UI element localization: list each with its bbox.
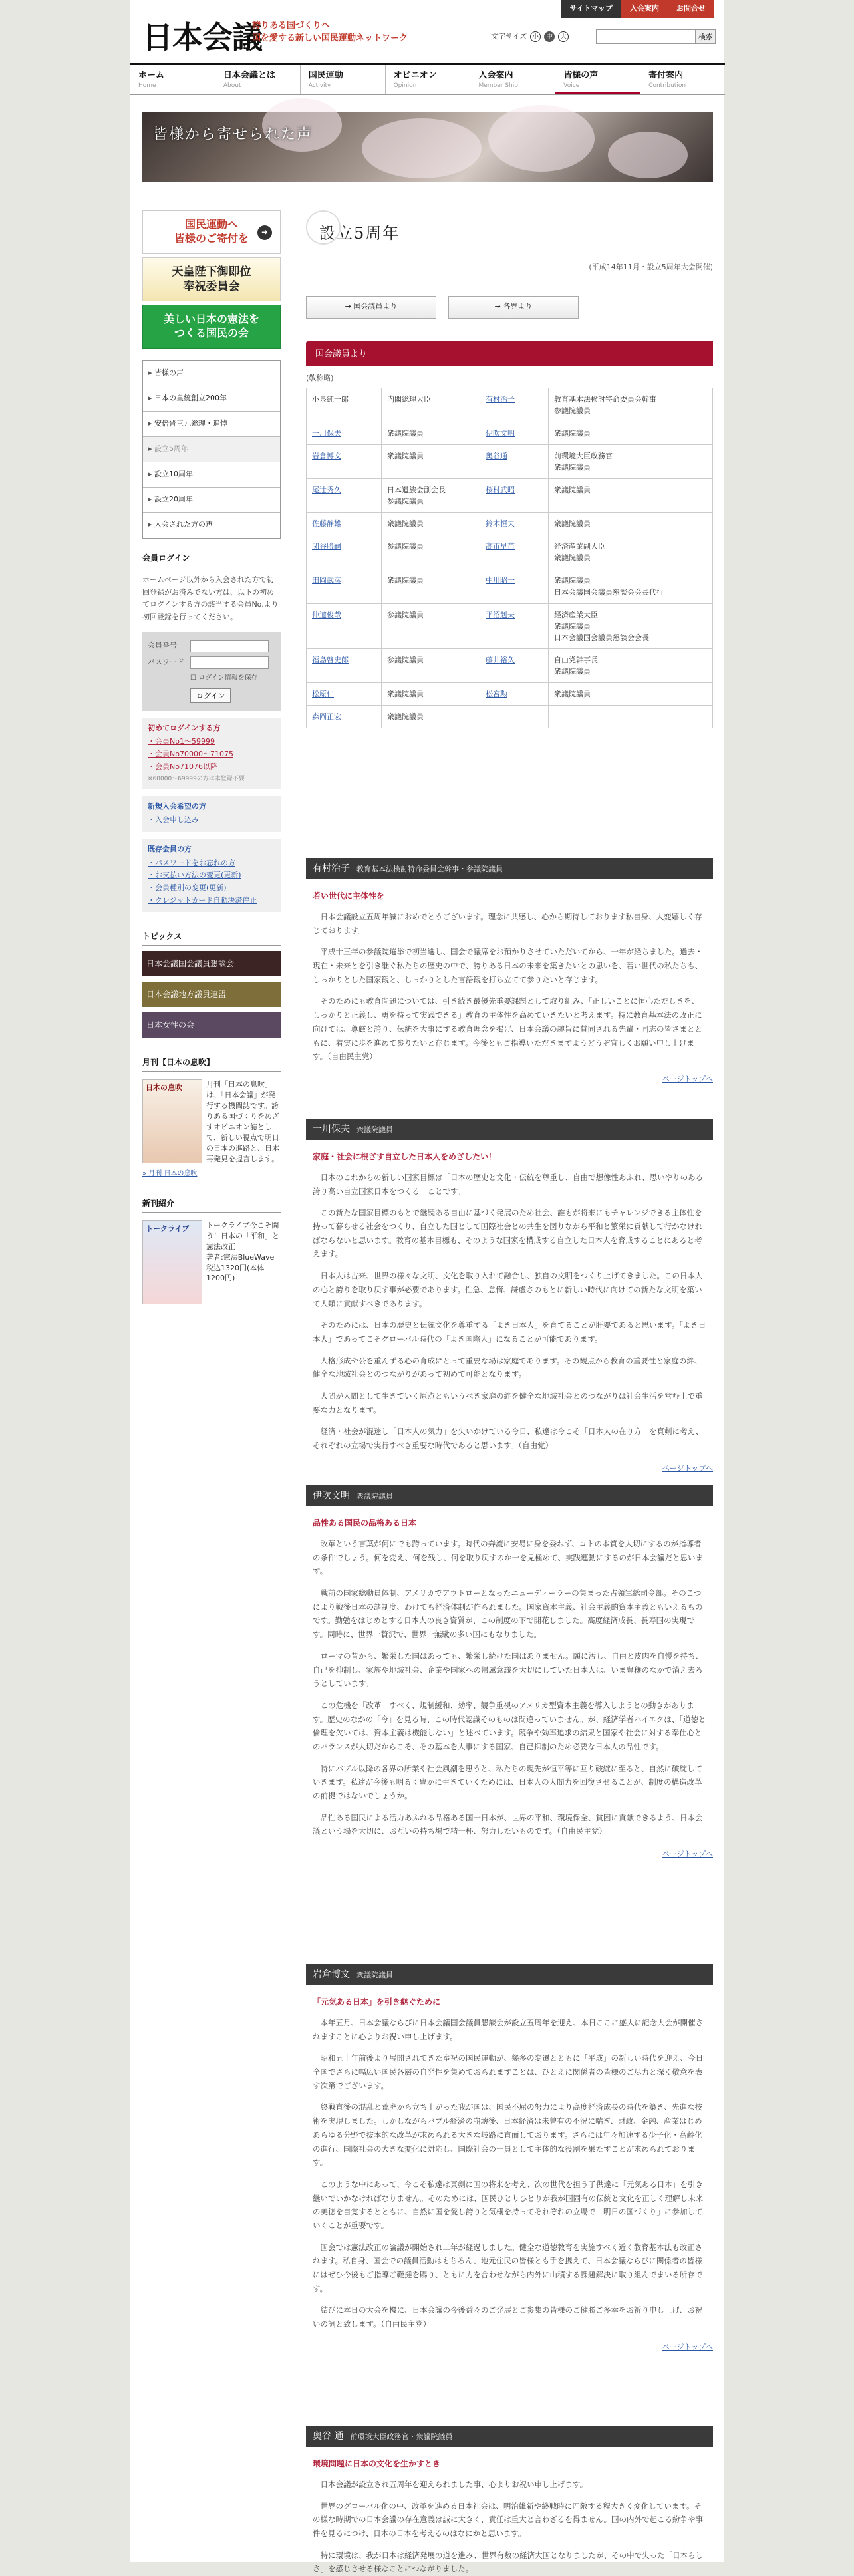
magazine-cover-title: 日本の息吹 bbox=[146, 1083, 182, 1093]
enthronement-banner[interactable] bbox=[142, 257, 281, 301]
member-position: 衆議院議員 bbox=[387, 519, 424, 529]
member-row bbox=[307, 603, 713, 648]
member-row bbox=[307, 682, 713, 705]
topic-banner[interactable]: 日本会議国会議員懇談会 bbox=[142, 951, 281, 976]
speaker-name: 有村治子 bbox=[313, 863, 350, 874]
book-description: トークライブ今こそ問う！日本の「平和」と憲法改正 著者:憲法BlueWave 税込1320円(本体1200円) bbox=[206, 1220, 279, 1283]
back-to-top-link[interactable]: ページトップへ bbox=[662, 1850, 713, 1859]
sidenav-item[interactable]: ▸ 日本の皇統創立200年 bbox=[143, 386, 280, 412]
blossom-shape bbox=[488, 105, 595, 172]
first-login-box bbox=[142, 718, 281, 789]
blossom-shape bbox=[362, 118, 482, 178]
member-position: 教育基本法検討特命委員会幹事 参議院議員 bbox=[554, 395, 656, 416]
member-name-link[interactable]: 森岡正宏 bbox=[312, 712, 341, 721]
anchor-various-fields-button[interactable]: → 各界より bbox=[448, 296, 579, 319]
sidebar bbox=[142, 210, 281, 1304]
topic-banner[interactable]: 日本会議地方議員連盟 bbox=[142, 982, 281, 1007]
speech-section bbox=[306, 1485, 713, 1860]
page-title: 設立5周年 bbox=[319, 224, 400, 243]
book-cover-title: トークライブ bbox=[146, 1224, 190, 1233]
member-position: 衆議院議員 日本会議国会議員懇談会会長代行 bbox=[554, 576, 664, 597]
join-application-link[interactable]: ・入会申し込み bbox=[148, 815, 199, 825]
member-name-link[interactable]: 佐藤静雄 bbox=[312, 519, 341, 529]
anchor-links bbox=[306, 296, 713, 319]
member-position-cell bbox=[382, 422, 480, 445]
hero-title: 皆様から寄せられた声 bbox=[153, 126, 313, 143]
member-row bbox=[307, 445, 713, 479]
member-row bbox=[307, 479, 713, 513]
member-name-cell bbox=[307, 513, 382, 535]
speech-paragraph: 人格形成や公を重んずる心の育成にとって重要な場は家庭であります。その観点から教育の重要性と家庭の絆、健全な地域社会とのつながりがあって初めて可能となります。 bbox=[313, 1356, 702, 1379]
login-heading: 会員ログイン bbox=[142, 552, 281, 567]
existing-member-link[interactable]: ・お支払い方法の変更(更新) bbox=[148, 871, 241, 880]
member-row bbox=[307, 535, 713, 569]
member-name-cell bbox=[307, 603, 382, 648]
search-input[interactable] bbox=[596, 29, 696, 44]
nav-label: ホーム bbox=[138, 71, 165, 80]
member-name-link[interactable]: 奥谷通 bbox=[486, 452, 507, 461]
save-login-label: ログイン情報を保存 bbox=[198, 674, 258, 682]
member-position-cell bbox=[382, 603, 480, 648]
member-name-cell bbox=[480, 569, 549, 603]
hero-banner bbox=[142, 112, 713, 182]
member-name-link[interactable]: 有村治子 bbox=[486, 395, 515, 404]
speaker-role: 衆議院議員 bbox=[356, 1492, 393, 1501]
speech-subtitle: 若い世代に主体性を bbox=[313, 891, 385, 901]
member-position-cell bbox=[382, 445, 480, 479]
site-tagline bbox=[252, 20, 408, 45]
sidenav-item[interactable]: ▸ 皆様の声 bbox=[143, 361, 280, 386]
honorific-note: (敬称略) bbox=[306, 373, 334, 382]
new-member-box bbox=[142, 796, 281, 832]
page-date: (平成14年11月・設立5周年大会開催) bbox=[589, 263, 713, 271]
member-position-cell bbox=[382, 388, 480, 422]
speaker-role: 衆議院議員 bbox=[356, 1125, 393, 1134]
speaker-role: 教育基本法検討特命委員会幹事・参議院議員 bbox=[356, 865, 503, 873]
member-name-cell bbox=[307, 682, 382, 705]
sidenav-item[interactable]: ▸ 設立20周年 bbox=[143, 488, 280, 513]
constitution-banner-text: 美しい日本の憲法を つくる国民の会 bbox=[163, 313, 259, 339]
sidenav-item[interactable]: ▸ 設立10周年 bbox=[143, 462, 280, 488]
existing-member-heading: 既存会員の方 bbox=[148, 845, 192, 853]
member-name-cell bbox=[480, 513, 549, 535]
member-position: 衆議院議員 bbox=[387, 429, 424, 438]
login-intro: ホームページ以外から入会された方で初回登録がお済みでない方は、以下の初めてログインする方の該当する会員No.より初回登録を行ってください。 bbox=[142, 575, 279, 622]
nav-sublabel: Contribution bbox=[648, 82, 686, 89]
member-position-cell bbox=[549, 648, 713, 682]
member-name-cell bbox=[480, 388, 549, 422]
member-name-link[interactable]: 伊吹文明 bbox=[486, 429, 515, 438]
blossom-shape bbox=[608, 132, 688, 178]
speech-heading bbox=[306, 2426, 713, 2447]
search-box bbox=[596, 29, 716, 44]
member-position-cell bbox=[549, 603, 713, 648]
monthly-link[interactable]: » 月刊 日本の息吹 bbox=[142, 1169, 198, 1177]
member-position-cell bbox=[549, 445, 713, 479]
member-position: 自由党幹事長 衆議院議員 bbox=[554, 655, 598, 676]
book-cover[interactable] bbox=[142, 1220, 202, 1304]
arrow-right-icon: ➜ bbox=[257, 225, 272, 240]
member-position: 前環境大臣政務官 衆議院議員 bbox=[554, 452, 613, 472]
speech-paragraph: このような中にあって、今こそ私達は真剣に国の将来を考え、次の世代を担う子供達に「元気ある日本」を引き継いでいかなければなりません。そのためには、国民ひとりひとりが我が国固有の伝統と文化を正しく理解し未来の美徳を自覚するとともに、自然に国を愛し誇りと気概を持ってそれぞれの立場で「明日の国づくり」に参加していくことが重要です。 bbox=[313, 2179, 704, 2230]
speaker-role: 前環境大臣政務官・衆議院議員 bbox=[350, 2432, 453, 2441]
speech-paragraph: 国会では憲法改正の論議が開始され二年が経過しました。健全な道徳教育を実施すべく近く教育基本法も改正されます。私自身、国会での議員活動はもちろん、地元住民の皆様とも手を携えて、日本会議ならびに関係者の皆様にはぜひ今後もご指導ご鞭撻を賜り、ともに力を合わせながら内外に山積する課題解決に取り組んでまいる所存です。 bbox=[313, 2242, 703, 2293]
nav-opinion[interactable] bbox=[386, 65, 471, 94]
member-row bbox=[307, 648, 713, 682]
first-login-link[interactable]: ・会員No71076以降 bbox=[148, 762, 217, 771]
member-position: 衆議院議員 bbox=[554, 519, 591, 529]
page-title-block bbox=[306, 210, 713, 257]
nav-label: 皆様の声 bbox=[563, 71, 599, 80]
speech-paragraph: 終戦直後の混乱と荒廃から立ち上がった我が国は、国民不屈の努力により高度経済成長の時代を築き、先進な技術を実現しました。しかしながらバブル経済の崩壊後、日本経済は未曽有の不況に喘ぎ、財政、金融、産業はじめあらゆる分野で抜本的な改革が求められる大きな岐路に直面しております。さらには年々加速する少子化・高齢化の進行、国際社会の大きな変化に対応し、国際社会の一員として主体的な役割を果たすことが求められております。 bbox=[313, 2102, 703, 2168]
new-book-heading: 新刊紹介 bbox=[142, 1197, 281, 1213]
donation-banner[interactable] bbox=[142, 210, 281, 254]
password-input[interactable] bbox=[190, 656, 269, 669]
member-name-cell bbox=[480, 422, 549, 445]
member-name-link[interactable]: 松原仁 bbox=[312, 689, 334, 698]
member-position-cell bbox=[549, 569, 713, 603]
back-to-top-link[interactable]: ページトップへ bbox=[662, 1463, 713, 1473]
member-name-cell bbox=[480, 479, 549, 513]
nav-sublabel: Voice bbox=[563, 82, 580, 89]
speech-paragraph: 日本のこれからの新しい国家目標は「日本の歴史と文化・伝統を尊重し、自由で想像性あふれ、思いやりのある誇り高い自立国家日本をつくる」ことです。 bbox=[313, 1173, 704, 1196]
member-position-cell bbox=[382, 479, 480, 513]
member-name-link[interactable]: 関谷勝嗣 bbox=[312, 542, 341, 551]
member-name-link[interactable]: 一川保夫 bbox=[312, 429, 341, 438]
speech-paragraph: 改革という言葉が何にでも跨っています。時代の奔流に安易に身を委ねず、コトの本質を大切にするのが指導者の条件でしょう。何を変え、何を残し、何を取り戻すのか一を見極めて、実践運動にするのが日本会議だと思います。 bbox=[313, 1539, 703, 1576]
member-position: 衆議院議員 bbox=[387, 689, 424, 698]
member-position-cell bbox=[549, 535, 713, 569]
member-position: 参議院議員 bbox=[387, 542, 424, 551]
nav-about[interactable] bbox=[215, 65, 301, 94]
anchor-diet-members-button[interactable]: → 国会議員より bbox=[306, 296, 436, 319]
title-circle-decoration bbox=[306, 210, 341, 245]
speech-paragraph: そのためには、日本の歴史と伝統文化を尊重する「よき日本人」を育てることが肝要であると思います。「よき日本人」であってこそグローバル時代の「よき国際人」になることが可能であります。 bbox=[313, 1320, 706, 1344]
speech-paragraph: 平成十三年の参議院選挙で初当選し、国会で議席をお預かりさせていただいてから、一年が経ちました。過去・現在・未来とを引き継ぐ私たちの歴史の中で、誇りある日本の未来を築きたいとの思いを、若い世代の私たちも、しっかりとした国家観と、しっかりとした言語観を打ち立てて参りたいと存じます。 bbox=[313, 947, 703, 984]
member-position-cell bbox=[549, 388, 713, 422]
tagline-line-1: 誇りある国づくりへ bbox=[252, 21, 331, 31]
speech-paragraph: 人間が人間として生きていく原点ともいうべき家庭の絆を健全な地域社会とのつながりは社会生活を営む上で重要な力となります。 bbox=[313, 1391, 703, 1415]
existing-member-link[interactable]: ・会員種別の変更(更新) bbox=[148, 883, 227, 892]
member-name-link[interactable]: 仲道俊哉 bbox=[312, 610, 341, 619]
nav-sublabel: About bbox=[223, 82, 241, 89]
member-position: 衆議院議員 bbox=[387, 712, 424, 721]
speech-paragraph: 特に環境は、我が日本は経済発展の道を進み、世界有数の経済大国となりましたが、その中で失った「日本らしさ」を感じさせる様なことにつながりました。 bbox=[313, 2550, 704, 2574]
member-position: 衆議院議員 bbox=[554, 486, 591, 495]
member-name-cell bbox=[480, 682, 549, 705]
member-name-cell bbox=[307, 479, 382, 513]
monthly-heading: 月刊【日本の息吹】 bbox=[142, 1056, 281, 1072]
member-position-cell bbox=[549, 682, 713, 705]
member-name-link[interactable]: 藤井裕久 bbox=[486, 655, 515, 664]
nav-label: 寄付案内 bbox=[648, 71, 684, 80]
speech-paragraph: この新たな国家目標のもとで継続ある自由に基づく発展のため社会、誰もが将来にもチャレンジできる主体性を持って暮らせる社会をつくり、自立した国として国際社会との共生を図りながら平和と繁栄に貢献して行かなければならないと思います。教育の基本目標も、そのような国家を構成する自立した日本人を育成することにあると考えます。 bbox=[313, 1208, 703, 1259]
save-login-option[interactable]: ☐ ログイン情報を保存 bbox=[190, 674, 258, 682]
login-form bbox=[142, 632, 281, 711]
speech-paragraph: 日本会議が設立され五周年を迎えられました事、心よりお祝い申し上げます。 bbox=[320, 2480, 588, 2489]
members-table bbox=[306, 388, 713, 728]
speech-section bbox=[306, 858, 713, 1085]
speaker-name: 奥谷 通 bbox=[313, 2431, 344, 2442]
topics-heading: トピックス bbox=[142, 930, 281, 946]
sidenav-item[interactable]: ▸ 安倍晋三元総理・追悼 bbox=[143, 412, 280, 437]
member-name-link[interactable]: 松宮勲 bbox=[486, 689, 507, 698]
member-position-cell bbox=[382, 569, 480, 603]
member-position: 参議院議員 bbox=[387, 610, 424, 619]
speech-paragraph: 経済・社会が混迷し「日本人の気力」を失いかけている今日、私達は今こそ「日本人の在り方」を真剣に考え、それぞれの立場で実行すべき重要な時代であると思います。（自由党） bbox=[313, 1427, 704, 1450]
member-position: 衆議院議員 bbox=[387, 576, 424, 585]
speaker-role: 衆議院議員 bbox=[356, 1971, 393, 1979]
speech-paragraph: 特にバブル以降の各界の所業や社会風潮を思うと、私たちの現先が恒平等に互り破綻に至ると、自然に破綻していきます。私達が今後も明るく豊かに生きていくためには、日本人の人間力を回復させることが、制度の構造改革の前提ではないでしょうか。 bbox=[313, 1763, 703, 1800]
font-size-large-button[interactable]: 大 bbox=[558, 31, 569, 42]
sidenav-item-current[interactable]: ▸ 設立5周年 bbox=[143, 437, 280, 462]
first-login-link[interactable]: ・会員No1〜59999 bbox=[148, 737, 215, 746]
password-label: パスワード bbox=[148, 658, 184, 666]
speech-section bbox=[306, 2426, 713, 2576]
existing-member-link[interactable]: ・クレジットカード自動決済停止 bbox=[148, 895, 257, 905]
first-login-note: ※60000〜69999の方は本登録不要 bbox=[148, 776, 245, 783]
member-position: 衆議院議員 bbox=[387, 452, 424, 461]
member-name-link[interactable]: 岩倉博文 bbox=[312, 452, 341, 461]
member-name-cell bbox=[307, 422, 382, 445]
member-name-link[interactable]: 田岡武彦 bbox=[312, 576, 341, 585]
font-size-small-button[interactable]: 小 bbox=[530, 31, 541, 42]
member-position-cell bbox=[382, 705, 480, 728]
constitution-banner[interactable] bbox=[142, 305, 281, 349]
member-name-cell bbox=[480, 648, 549, 682]
member-name-cell bbox=[480, 705, 549, 728]
site-logo[interactable]: 日本会議 bbox=[142, 19, 262, 55]
speech-paragraph: 本年五月、日本会議ならびに日本会議国会議員懇談会が設立五周年を迎え、本日ここに盛大に記念大会が開催されますことに心よりお祝い申し上げます。 bbox=[313, 2018, 704, 2041]
speech-subtitle: 環境問題に日本の文化を生かすとき bbox=[313, 2459, 441, 2468]
font-size-medium-button[interactable]: 中 bbox=[544, 31, 555, 42]
speaker-name: 伊吹文明 bbox=[313, 1491, 350, 1501]
speech-subtitle: 家庭・社会に根ざす自立した日本人をめざしたい！ bbox=[313, 1152, 497, 1161]
magazine-cover[interactable] bbox=[142, 1079, 202, 1163]
member-name-cell bbox=[307, 445, 382, 479]
speech-paragraph: 戦前の国家総動員体制、アメリカでアウトローとなったニューディーラーの集まった占領軍総司令部。そのこつにより戦後日本の諸制度、わけても経済体制が作られました。国家資本主義、社会主義的資本主義ともいえるものです。勤勉をはじめとする日本人の良き資質が、この制度の下で開花しました。高度経済成長、長寿国の実現です。同時に、世界一贅沢で、世界一無駄の多い国にもなりました。 bbox=[313, 1588, 703, 1640]
topic-banner[interactable]: 日本女性の会 bbox=[142, 1012, 281, 1038]
tagline-line-2: 国を愛する新しい国民運動ネットワーク bbox=[252, 33, 408, 43]
member-name-cell bbox=[307, 569, 382, 603]
existing-member-link[interactable]: ・パスワードをお忘れの方 bbox=[148, 858, 235, 867]
join-link[interactable]: 入会案内 bbox=[621, 0, 668, 18]
top-links bbox=[561, 0, 714, 18]
member-name-cell bbox=[307, 388, 382, 422]
member-position: 衆議院議員 bbox=[554, 689, 591, 698]
back-to-top-link[interactable]: ページトップへ bbox=[662, 1074, 713, 1083]
member-name-cell bbox=[307, 648, 382, 682]
member-name-cell bbox=[307, 705, 382, 728]
member-row bbox=[307, 569, 713, 603]
nav-label: 国民運動 bbox=[308, 71, 343, 80]
speech-paragraph: ローマの昔から、繁栄した国はあっても、繁栄し続けた国はありません。願に汚し、自由と皮肉を自慢を持ち、自己を抑制し、家族や地域社会、企業や国家への帰属意識を大切にしていた日本人は、いま豊穣のなかで消え去ろうとしています。 bbox=[313, 1651, 704, 1689]
speech-heading bbox=[306, 1119, 713, 1140]
speech-heading bbox=[306, 858, 713, 879]
member-name-link[interactable]: 桜村武昭 bbox=[486, 486, 515, 495]
side-nav bbox=[142, 360, 281, 539]
member-position-cell bbox=[549, 705, 713, 728]
member-row bbox=[307, 388, 713, 422]
speech-section bbox=[306, 1119, 713, 1474]
new-member-heading: 新規入会希望の方 bbox=[148, 801, 206, 811]
member-position-cell bbox=[549, 513, 713, 535]
speech-paragraph: 日本人は古来、世界の様々な文明、文化を取り入れて融合し、独自の文明をつくり上げてきました。この日本人の心と誇りを取り戻す事が必要であります。性急、怠惰、謙虚さのもとに新しい時代に向けての新たな文明を築いて人類に貢献すべきであります。 bbox=[313, 1271, 703, 1308]
member-name-cell bbox=[480, 445, 549, 479]
global-nav bbox=[130, 63, 725, 95]
speaker-name: 一川保夫 bbox=[313, 1124, 350, 1135]
member-name-link[interactable]: 鈴木恒夫 bbox=[486, 519, 515, 529]
member-position-cell bbox=[549, 422, 713, 445]
speech-heading bbox=[306, 1485, 713, 1506]
sidenav-item[interactable]: ▸ 入会された方の声 bbox=[143, 513, 280, 538]
member-position: 衆議院議員 bbox=[554, 429, 591, 438]
back-to-top-link[interactable]: ページトップへ bbox=[662, 2342, 713, 2351]
nav-label: 入会案内 bbox=[478, 71, 513, 80]
login-button[interactable]: ログイン bbox=[190, 688, 231, 703]
speech-paragraph: 昭和五十年前後より展開されてきた奉祝の国民運動が、幾多の変遷とともに「平成」の新しい時代を迎え、今日全国でさらに幅広い国民各層の自発性を集めておられますことは、ひとえに関係者の皆様のご尽力と深く敬意を表す次第でございます。 bbox=[313, 2053, 704, 2090]
magazine-description: 月刊「日本の息吹」は、「日本会議」が発行する機関誌です。誇りある国づくりをめざすオピニオン誌として、新しい視点で明日の日本の進路と、日本再発見を提言します。 bbox=[206, 1080, 279, 1163]
search-button[interactable]: 検索 bbox=[696, 29, 716, 44]
member-name-link[interactable]: 福島啓史郎 bbox=[312, 655, 349, 664]
speech-paragraph: 日本会議設立五周年誠におめでとうございます。理念に共感し、心から期待しております私自身、大変嬉しく存じております。 bbox=[313, 912, 702, 935]
speech-subtitle: 品性ある国民の品格ある日本 bbox=[313, 1518, 417, 1528]
member-name-cell bbox=[480, 603, 549, 648]
nav-label: 日本会議とは bbox=[223, 71, 275, 80]
speech-heading bbox=[306, 1964, 713, 1985]
main-content bbox=[306, 210, 713, 2574]
member-name-cell bbox=[307, 535, 382, 569]
member-name: 小泉純一郎 bbox=[312, 395, 349, 404]
new-book bbox=[142, 1220, 281, 1304]
member-position: 参議院議員 bbox=[387, 655, 424, 664]
member-position: 経済産業副大臣 衆議院議員 bbox=[554, 542, 605, 563]
sitemap-link[interactable]: サイトマップ bbox=[561, 0, 621, 18]
nav-home[interactable] bbox=[130, 65, 215, 94]
member-position: 経済産業大臣 衆議院議員 日本会議国会議員懇談会会長 bbox=[554, 610, 649, 642]
first-login-heading: 初めてログインする方 bbox=[148, 723, 221, 732]
font-size-control bbox=[491, 31, 569, 43]
speech-paragraph: そのためにも教育問題については、引き続き最優先重要課題として取り組み、「正しいことに恒心ただしきを、しっかりと正義し、勇を持って実践できる」教育の主体性を高めていきたいと考えます。特に教育基本法の改正に向けては、尊厳と誇り、伝統を大事にする教育理念を掲げ、日本会議の趣旨に賛同される先輩・同志の皆さまとともに、着実に歩を進めて参りたいと存じます。今後ともご指導いただきますようどうぞ宜しくお願い申し上げます。（自由民主党） bbox=[313, 996, 703, 1062]
member-position-cell bbox=[549, 479, 713, 513]
member-position-cell bbox=[382, 535, 480, 569]
member-name-cell bbox=[480, 535, 549, 569]
speech-paragraph: この危機を「改革」すべく、規制緩和、効率、競争重視のアメリカ型資本主義を導入しようとの動きがあります。歴史のなかの「今」を見る時、この時代認識そのものは間違っていません。が、経済学者ハイエクは、「道徳と倫理を欠いては、資本主義は機能しない」と述べています。競争や効率追求の結果と国家や社会に対する奉仕心とのバランスが大切だからこそ、その基本を大事にする国家、自己抑制のため必要な日本人の品性です。 bbox=[313, 1700, 706, 1751]
speech-paragraph: 世界のグローバル化の中、改革を進める日本社会は、明治維新や終戦時に匹敵する程大きく変化しています。その様な時期での日本会議の存在意義は誠に大きく、責任は重大と言わざるを得ません。国の内外で起こる紛争や事件を見るにつけ、日本の日本を考えるのはなにかと思います。 bbox=[313, 2501, 703, 2539]
nav-contribution[interactable] bbox=[640, 65, 725, 94]
member-name-link[interactable]: 尾辻秀久 bbox=[312, 486, 341, 495]
member-position: 日本遺族会副会長 参議院議員 bbox=[387, 486, 446, 506]
contact-link[interactable]: お問合せ bbox=[668, 0, 714, 18]
section-heading-diet-members: 国会議員より bbox=[306, 341, 713, 366]
member-number-input[interactable] bbox=[190, 640, 269, 652]
nav-sublabel: Member Ship bbox=[478, 82, 518, 89]
member-name-link[interactable]: 中川昭一 bbox=[486, 576, 515, 585]
existing-member-box bbox=[142, 839, 281, 912]
member-name-link[interactable]: 平沼赳夫 bbox=[486, 610, 515, 619]
member-position-cell bbox=[382, 648, 480, 682]
nav-sublabel: Home bbox=[138, 82, 156, 89]
speech-paragraph: 品性ある国民による活力あふれる品格ある国一日本が、世界の平和、環境保全、貧困に貢献できるよう、日本会議という場を大切に、お互いの持ち場で精一杯、努力したいものです。（自由民主党） bbox=[313, 1812, 703, 1836]
member-row bbox=[307, 422, 713, 445]
nav-voice[interactable] bbox=[555, 65, 640, 94]
font-size-label: 文字サイズ bbox=[491, 32, 527, 41]
member-position-cell bbox=[382, 513, 480, 535]
member-row bbox=[307, 513, 713, 535]
first-login-link[interactable]: ・会員No70000〜71075 bbox=[148, 749, 233, 758]
page bbox=[130, 0, 724, 2574]
member-row bbox=[307, 705, 713, 728]
header bbox=[130, 0, 725, 63]
member-position-cell bbox=[382, 682, 480, 705]
member-name-link[interactable]: 高市早苗 bbox=[486, 542, 515, 551]
nav-sublabel: Opinion bbox=[393, 82, 417, 89]
monthly-magazine bbox=[142, 1079, 281, 1165]
donation-banner-text: 国民運動へ 皆様のご寄付を bbox=[174, 218, 249, 245]
nav-activity[interactable] bbox=[301, 65, 386, 94]
nav-membership[interactable] bbox=[470, 65, 555, 94]
speech-section bbox=[306, 1964, 713, 2353]
speech-paragraph: 結びに本日の大会を機に、日本会議の今後益々のご発展とご参集の皆様のご健勝ご多幸をお祈り申し上げ、お祝いの詞と致します。（自由民主党） bbox=[313, 2305, 703, 2329]
member-position: 内閣総理大臣 bbox=[387, 395, 431, 404]
enthronement-banner-text: 天皇陛下御即位 奉祝委員会 bbox=[172, 265, 251, 293]
speech-subtitle: 「元気ある日本」を引き継ぐために bbox=[313, 1997, 441, 2007]
nav-label: オピニオン bbox=[393, 71, 437, 80]
nav-sublabel: Activity bbox=[308, 82, 331, 89]
member-number-label: 会員番号 bbox=[148, 641, 177, 650]
speaker-name: 岩倉博文 bbox=[313, 1969, 350, 1980]
